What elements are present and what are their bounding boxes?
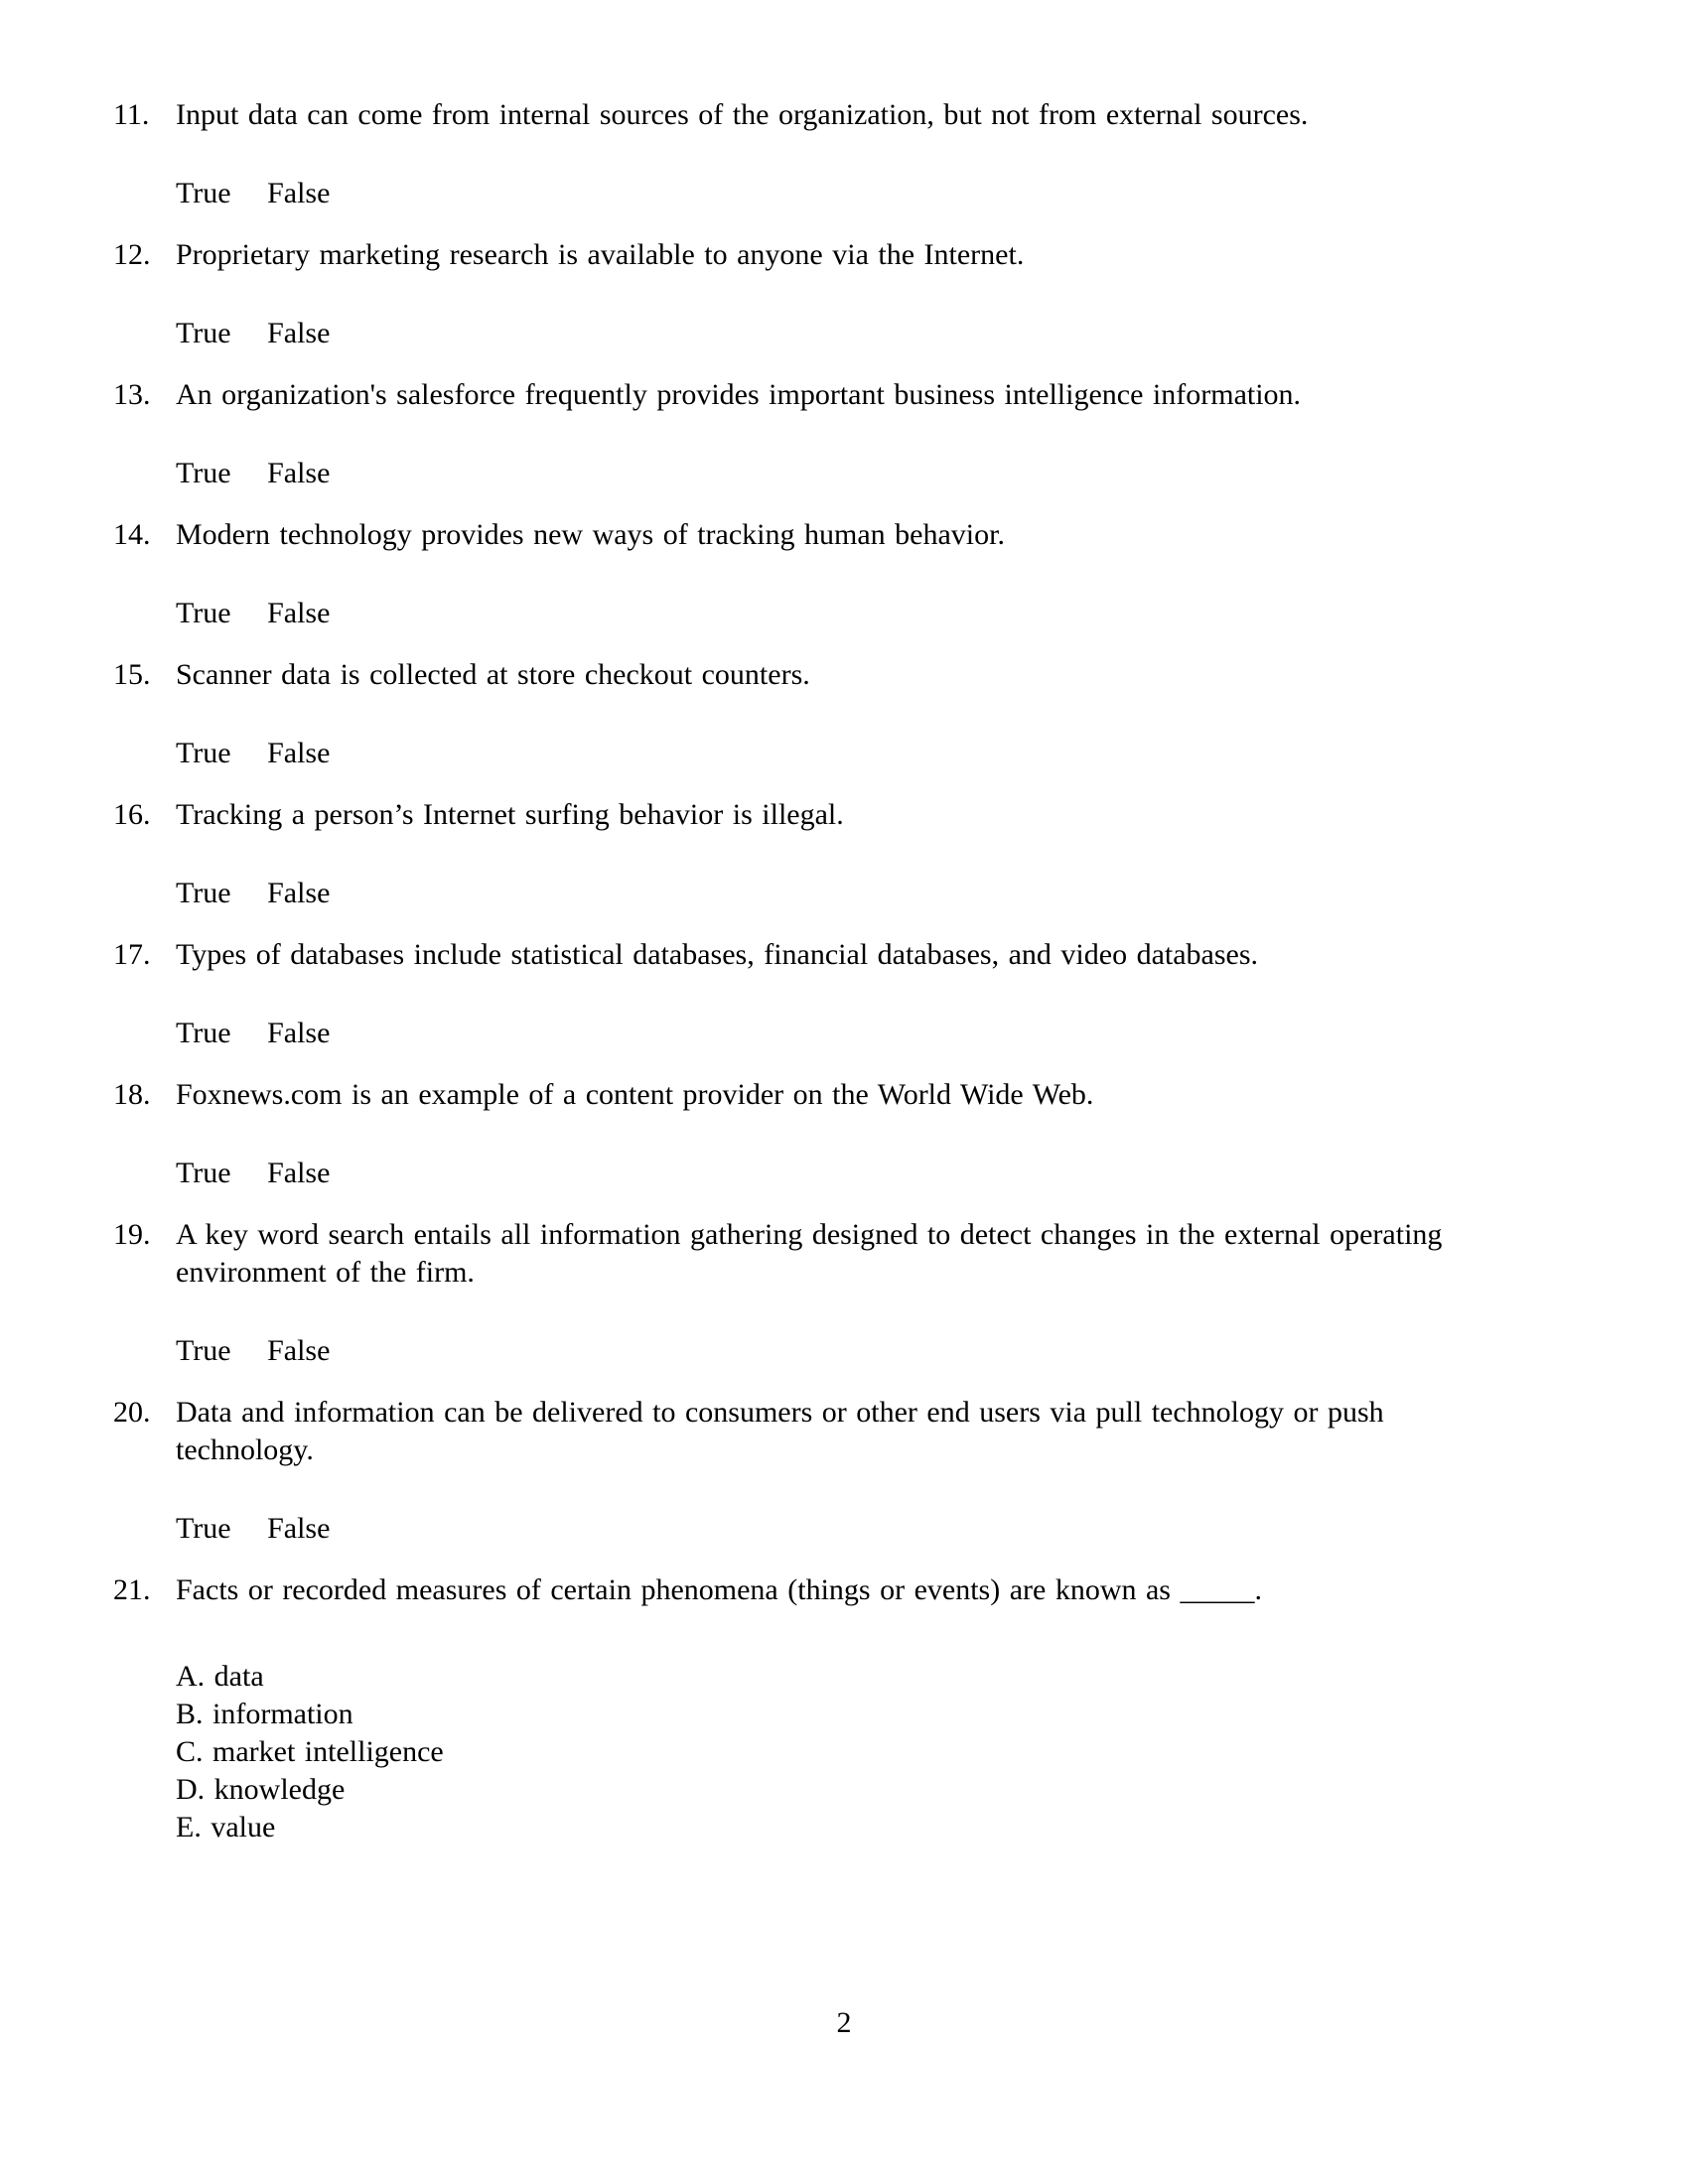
true-false-row xyxy=(176,1155,1688,1192)
false-option[interactable]: False xyxy=(267,1157,331,1189)
question-text-line-1: A key word search entails all information gathering designed to detect changes in the external operating xyxy=(176,1218,1443,1251)
question-block-17 xyxy=(113,936,1688,1052)
question-text-line-2: technology. xyxy=(176,1433,314,1466)
option-d[interactable]: D. knowledge xyxy=(176,1773,346,1806)
true-false-row xyxy=(176,875,1688,912)
true-option[interactable]: True xyxy=(176,1157,231,1189)
question-text: Input data can come from internal sources of the organization, but not from external sources. xyxy=(176,98,1309,131)
true-option[interactable]: True xyxy=(176,737,231,769)
true-option[interactable]: True xyxy=(176,877,231,909)
question-block-13 xyxy=(113,376,1688,492)
option-c[interactable]: C. market intelligence xyxy=(176,1735,444,1768)
true-option[interactable]: True xyxy=(176,317,231,349)
true-false-row xyxy=(176,735,1688,772)
question-text: Types of databases include statistical databases, financial databases, and video databases. xyxy=(176,938,1259,971)
true-option[interactable]: True xyxy=(176,597,231,629)
question-line xyxy=(113,516,1688,554)
options-list xyxy=(176,1658,1688,1846)
option-a[interactable]: A. data xyxy=(176,1660,264,1693)
question-block-14 xyxy=(113,516,1688,632)
page-number: 2 xyxy=(836,2006,852,2039)
question-line xyxy=(113,1394,1688,1469)
option-e[interactable]: E. value xyxy=(176,1811,276,1843)
false-option[interactable]: False xyxy=(267,597,331,629)
question-number: 17. xyxy=(113,938,151,971)
question-line xyxy=(113,236,1688,274)
question-number: 18. xyxy=(113,1078,151,1111)
question-text: Tracking a person’s Internet surfing behavior is illegal. xyxy=(176,798,844,831)
question-line xyxy=(113,376,1688,414)
true-false-row xyxy=(176,175,1688,212)
question-text: Facts or recorded measures of certain phenomena (things or events) are known as _____. xyxy=(176,1573,1262,1606)
true-false-row xyxy=(176,595,1688,632)
question-number: 21. xyxy=(113,1573,151,1606)
question-block-16 xyxy=(113,796,1688,912)
question-text-line-2: environment of the firm. xyxy=(176,1256,475,1289)
question-line xyxy=(113,1216,1688,1292)
question-number: 12. xyxy=(113,238,151,271)
question-block-20 xyxy=(113,1394,1688,1548)
question-number: 14. xyxy=(113,518,151,551)
true-option[interactable]: True xyxy=(176,457,231,489)
true-option[interactable]: True xyxy=(176,1017,231,1049)
false-option[interactable]: False xyxy=(267,1017,331,1049)
question-block-12 xyxy=(113,236,1688,352)
true-option[interactable]: True xyxy=(176,1512,231,1545)
question-text: An organization's salesforce frequently provides important business intelligence information. xyxy=(176,378,1302,411)
false-option[interactable]: False xyxy=(267,877,331,909)
true-option[interactable]: True xyxy=(176,1334,231,1367)
question-text: Proprietary marketing research is available to anyone via the Internet. xyxy=(176,238,1025,271)
question-line xyxy=(113,936,1688,974)
question-block-19 xyxy=(113,1216,1688,1370)
true-option[interactable]: True xyxy=(176,177,231,209)
true-false-row xyxy=(176,1510,1688,1548)
question-line xyxy=(113,96,1688,134)
question-number: 16. xyxy=(113,798,151,831)
question-text: Scanner data is collected at store checkout counters. xyxy=(176,658,810,691)
question-line xyxy=(113,796,1688,834)
question-line xyxy=(113,656,1688,694)
false-option[interactable]: False xyxy=(267,1334,331,1367)
question-block-21 xyxy=(113,1571,1688,1846)
false-option[interactable]: False xyxy=(267,457,331,489)
question-number: 11. xyxy=(113,98,150,131)
true-false-row xyxy=(176,315,1688,352)
question-number: 19. xyxy=(113,1218,151,1251)
false-option[interactable]: False xyxy=(267,177,331,209)
option-b[interactable]: B. information xyxy=(176,1698,353,1730)
question-text-line-1: Data and information can be delivered to consumers or other end users via pull technology or push xyxy=(176,1396,1384,1429)
question-block-15 xyxy=(113,656,1688,772)
question-number: 13. xyxy=(113,378,151,411)
question-line xyxy=(113,1571,1688,1609)
false-option[interactable]: False xyxy=(267,737,331,769)
question-block-11 xyxy=(113,96,1688,212)
question-number: 15. xyxy=(113,658,151,691)
question-line xyxy=(113,1076,1688,1114)
true-false-row xyxy=(176,1332,1688,1370)
true-false-row xyxy=(176,455,1688,492)
question-text: Modern technology provides new ways of tracking human behavior. xyxy=(176,518,1005,551)
false-option[interactable]: False xyxy=(267,1512,331,1545)
true-false-row xyxy=(176,1015,1688,1052)
question-block-18 xyxy=(113,1076,1688,1192)
question-text: Foxnews.com is an example of a content provider on the World Wide Web. xyxy=(176,1078,1094,1111)
question-number: 20. xyxy=(113,1396,151,1429)
false-option[interactable]: False xyxy=(267,317,331,349)
